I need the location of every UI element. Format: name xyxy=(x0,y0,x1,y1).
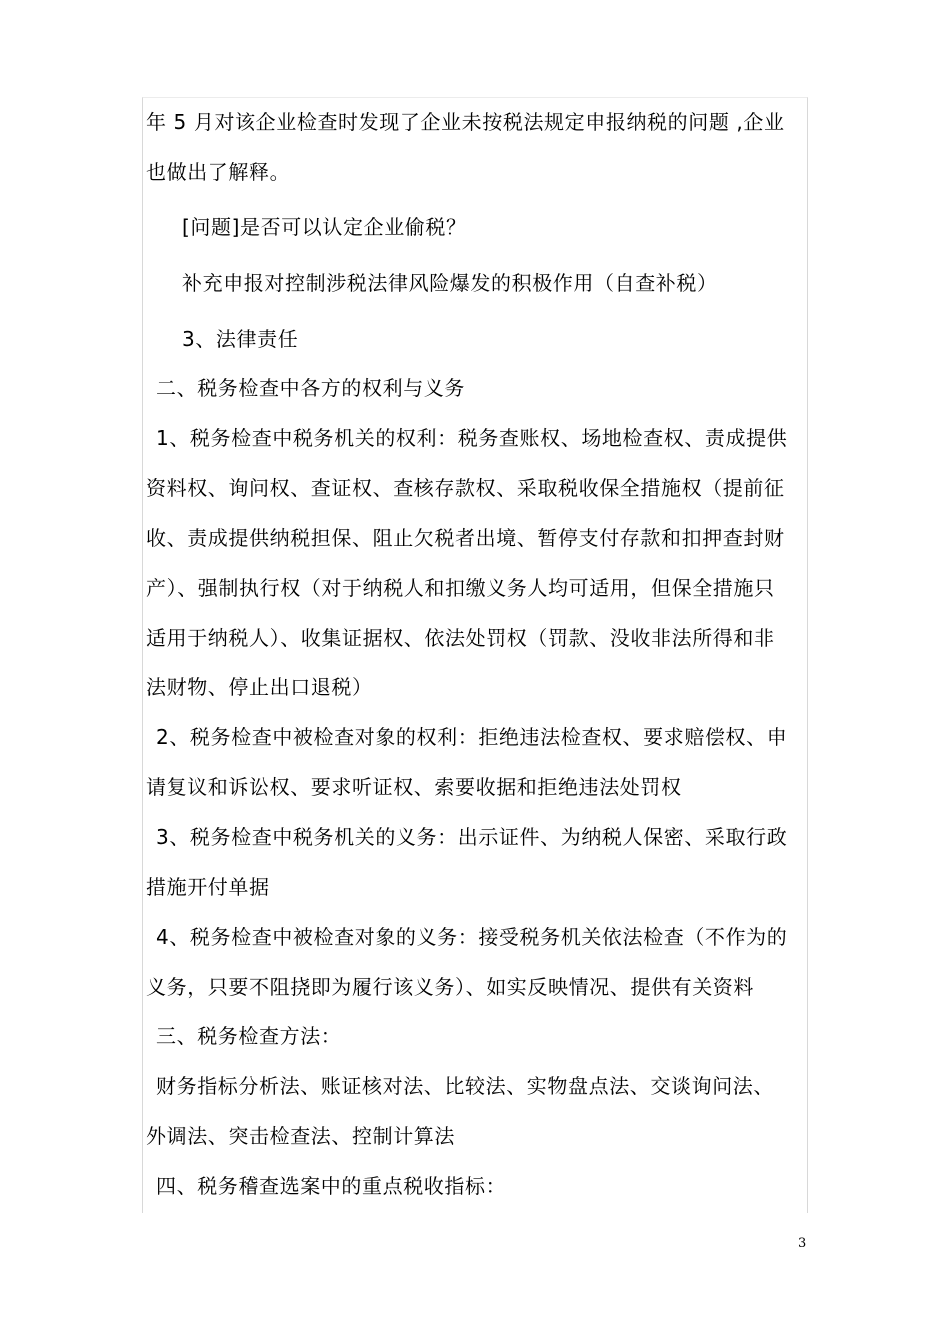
legal-liability-heading: 3、法律责任 xyxy=(182,327,299,351)
item-2-line-1: 2、税务检查中被检查对象的权利：拒绝违法检查权、要求赔偿权、申 xyxy=(156,725,788,749)
item-4-line-2: 义务，只要不阻挠即为履行该义务）、如实反映情况、提供有关资料 xyxy=(146,975,754,999)
section-heading-3: 三、税务检查方法： xyxy=(156,1024,342,1048)
supplement-heading: 补充申报对控制涉税法律风险爆发的积极作用（自查补税） xyxy=(182,271,718,295)
item-1-line-5: 适用于纳税人）、收集证据权、依法处罚权（罚款、没收非法所得和非 xyxy=(146,626,775,650)
text-line-1: 年 5 月对该企业检查时发现了企业未按税法规定申报纳税的问题 ,企业 xyxy=(146,110,785,134)
item-1-line-2: 资料权、询问权、查证权、查核存款权、采取税收保全措施权（提前征 xyxy=(146,476,785,500)
item-2-line-2: 请复议和诉讼权、要求听证权、索要收据和拒绝违法处罚权 xyxy=(146,775,682,799)
item-1-line-1: 1、税务检查中税务机关的权利：税务查账权、场地检查权、责成提供 xyxy=(156,426,788,450)
methods-line-1: 财务指标分析法、账证核对法、比较法、实物盘点法、交谈询问法、 xyxy=(156,1074,774,1098)
section-heading-2: 二、税务检查中各方的权利与义务 xyxy=(156,376,465,400)
page-number: 3 xyxy=(798,1236,807,1251)
item-1-line-4: 产）、强制执行权（对于纳税人和扣缴义务人均可适用，但保全措施只 xyxy=(146,576,775,600)
item-1-line-3: 收、责成提供纳税担保、阻止欠税者出境、暂停支付存款和扣押查封财 xyxy=(146,526,785,550)
item-3-line-2: 措施开付单据 xyxy=(146,875,270,899)
text-line-2: 也做出了解释。 xyxy=(146,160,291,184)
question-line: [问题]是否可以认定企业偷税？ xyxy=(182,215,467,239)
item-4-line-1: 4、税务检查中被检查对象的义务：接受税务机关依法检查（不作为的 xyxy=(156,925,788,949)
methods-line-2: 外调法、突击检查法、控制计算法 xyxy=(146,1124,455,1148)
item-3-line-1: 3、税务检查中税务机关的义务：出示证件、为纳税人保密、采取行政 xyxy=(156,825,788,849)
item-1-line-6: 法财物、停止出口退税） xyxy=(146,675,373,699)
section-heading-4: 四、税务稽查选案中的重点税收指标： xyxy=(156,1174,507,1198)
